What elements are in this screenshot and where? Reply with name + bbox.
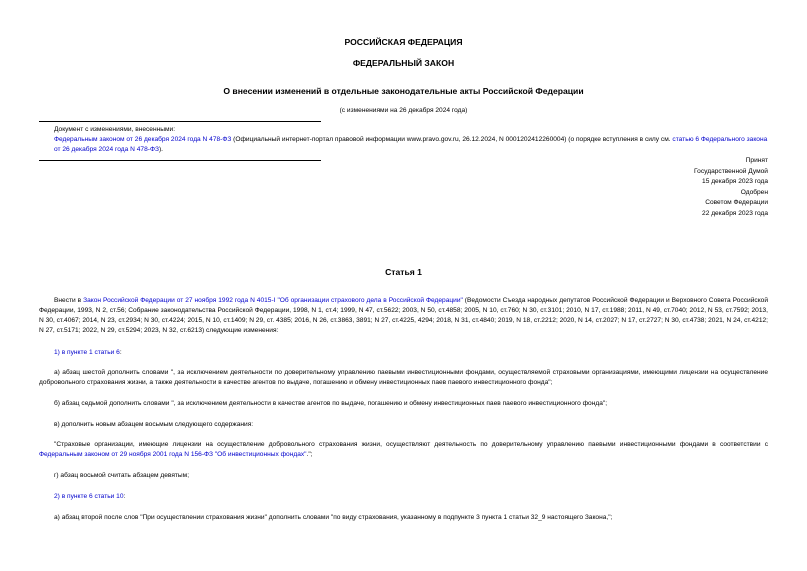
changes-text [39,135,774,155]
subitem-g-1-text: г) абзац восьмой считать абзацем девятым; [54,472,190,479]
subitem-a-1 [39,368,768,388]
quote-pre: "Страховые организации, имеющие лицензии на осуществление добровольного страхования жизни, осуществляют деятельность по доверительному управлению паевыми инвестиционными фондами в соответствии с [54,441,768,448]
subitem-v-1-text: в) дополнить новым абзацем восьмым следующего содержания: [54,421,254,428]
subitem-v-1 [39,420,768,430]
item-2-post: : [123,493,126,500]
quoted-paragraph [39,440,768,460]
subitem-a-1-text: а) абзац шестой дополнить словами ", за исключением деятельности по доверительному управлению паевыми инвестиционными фондами, осуществляемой страховыми организациями, имеющими лицензии на осуществление добровольного страхования жизни, а также деятельности в качестве агентов по выдаче, погашению и обмену инвестиционных паев паевого инвестиционного фонда"; [39,369,768,386]
adoption-block [694,156,768,219]
entry-into-force-link[interactable]: статью 6 Федерального закона от 26 декабря 2024 года N 478-ФЗ [54,136,768,153]
changes-tail: ). [158,146,163,153]
subitem-g-1 [39,471,768,481]
subitem-a-2 [39,513,768,523]
intro-post: (Ведомости Съезда народных депутатов Российской Федерации и Верховного Совета Российской Федерации, 1993, N 2, ст.56; Собрание законодательства Российской Федерации, 1998, N 1, ст.4; 1999, N 47, ст.5622; 2003, N 50, ст.4858; 2005, N 10, ст.760; N 30, ст.3101; 2010, N 17, ст.1988; 2011, N 49, ст.7040; 2012, N 53, ст.7592; 2013, N 30, ст.4067; 2014, N 23, ст.2934; N 30, ст.4224; 2015, N 10, ст.1409; N 29, ст. 4385; 2016, N 26, ст.3863, 3891; N 27, ст.4225, 4294; 2018, N 31, ст.4840; 2019, N 18, ст.2212; 2020, N 14, ст.2027; N 17, ст.2727; N 30, ст.4738; 2021, N 24, ст.4212; N 27, ст.5171; 2022, N 29, ст.5294; 2023, N 32, ст.6213) следующие изменения: [39,297,769,334]
intro-pre: Внести в [54,297,84,304]
changes-block [39,125,774,155]
amending-law-source: (Официальный интернет-портал правовой информации www.pravo.gov.ru, 26.12.2024, N 0001202412260004) (о порядке вступления в силу см. [231,136,673,143]
item-1-post: : [119,349,122,356]
subitem-b-1 [39,399,768,409]
subitem-a-2-text: а) абзац второй после слов "При осуществлении страхования жизни" дополнить словами "по виду страхования, указанному в подпункте 3 пункта 1 статьи 32_9 настоящего Закона,"; [54,514,613,521]
adopted-body: Государственной Думой [694,167,768,175]
item-2 [39,492,768,502]
item-1 [39,348,768,358]
item-2-link[interactable]: пункте 6 статьи 10 [67,493,124,500]
top-divider [39,121,321,122]
doc-type-heading: ФЕДЕРАЛЬНЫЙ ЗАКОН [352,58,455,68]
article-intro-paragraph [39,296,768,336]
country-heading: РОССИЙСКАЯ ФЕДЕРАЦИЯ [344,37,463,47]
article-heading: Статья 1 [385,267,422,277]
changes-intro: Документ с изменениями, внесенными: [54,126,176,133]
approved-label: Одобрен [740,188,768,196]
investment-funds-law-link[interactable]: Федеральным законом от 29 ноября 2001 года N 156-ФЗ "Об инвестиционных фондах" [39,451,307,458]
subitem-b-1-text: б) абзац седьмой дополнить словами ", за исключением деятельности в качестве агентов по выдаче, погашению и обмену инвестиционных паев паевого инвестиционного фонда"; [54,400,608,407]
amending-law-link[interactable]: Федеральным законом от 26 декабря 2024 года N 478-ФЗ [54,136,232,143]
edition-note: (с изменениями на 26 декабря 2024 года) [339,107,468,114]
adopted-date: 15 декабря 2023 года [702,178,768,185]
document-title: О внесении изменений в отдельные законодательные акты Российской Федерации [223,86,584,96]
approved-date: 22 декабря 2023 года [702,209,768,217]
insurance-law-link[interactable]: Закон Российской Федерации от 27 ноября 1992 года N 4015-I "Об организации страхового дела в Российской Федерации" [83,297,463,304]
bottom-divider [39,160,321,161]
item-1-link[interactable]: 1) в пункте 1 статьи 6 [54,349,120,356]
item-2-pre: 2) в [54,493,68,500]
quote-post: ."; [306,451,313,458]
adopted-label: Принят [745,157,768,164]
approved-body: Советом Федерации [705,199,768,206]
